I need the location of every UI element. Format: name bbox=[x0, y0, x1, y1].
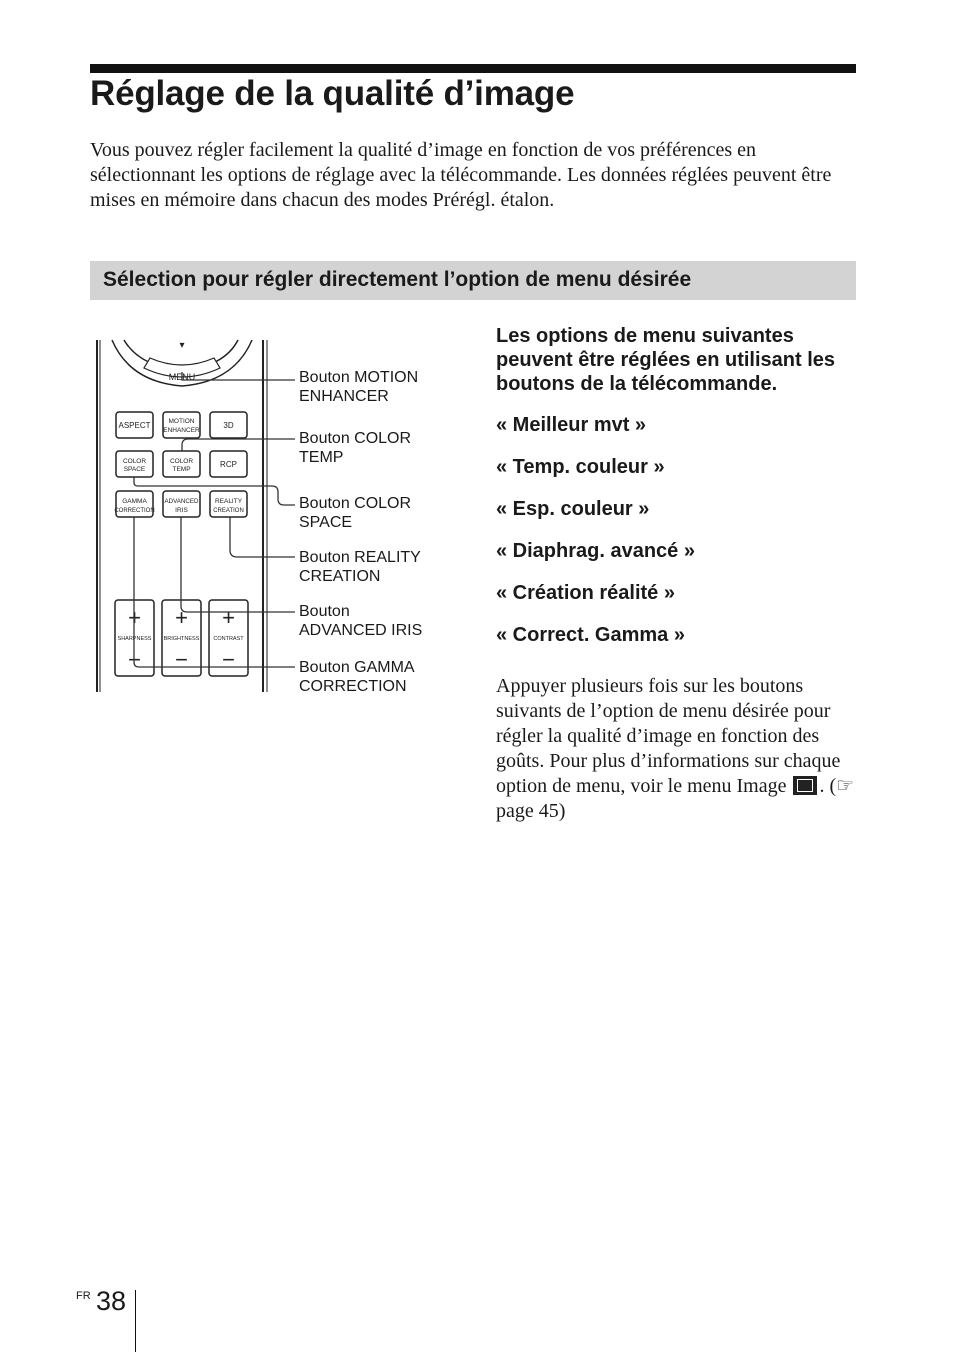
svg-text:CORRECTION: CORRECTION bbox=[114, 508, 155, 514]
svg-text:SHARPNESS: SHARPNESS bbox=[117, 636, 152, 642]
title-rule bbox=[90, 64, 856, 73]
contrast-plus-icon: + bbox=[222, 605, 235, 630]
svg-text:CREATION: CREATION bbox=[213, 508, 244, 514]
svg-text:RCP: RCP bbox=[220, 460, 237, 469]
motion-enhancer-button[interactable] bbox=[163, 412, 200, 438]
option-diaphrag-avance: « Diaphrag. avancé » bbox=[496, 540, 695, 562]
menu-button-label: MENU bbox=[168, 372, 196, 382]
callout-advanced-iris: Bouton ADVANCED IRIS bbox=[299, 603, 423, 639]
page-reference-link[interactable]: page 45) bbox=[496, 800, 566, 822]
sharpness-plus-icon: + bbox=[128, 605, 141, 630]
svg-text:REALITY: REALITY bbox=[214, 498, 243, 505]
svg-text:GAMMA: GAMMA bbox=[122, 498, 147, 505]
callout-color-space: Bouton COLOR SPACE bbox=[299, 495, 412, 531]
down-arrow-icon: ▾ bbox=[179, 340, 185, 351]
options-heading: Les options de menu suivantes peuvent être réglées en utilisant les boutons de la télécommande. bbox=[496, 325, 836, 395]
section-title: Sélection pour régler directement l’option de menu désirée bbox=[103, 268, 692, 291]
svg-text:COLOR: COLOR bbox=[122, 458, 147, 465]
svg-text:ENHANCER: ENHANCER bbox=[163, 427, 200, 434]
rcp-button[interactable] bbox=[210, 451, 247, 477]
page-number: 38 bbox=[96, 1286, 127, 1316]
instructions-paragraph: Appuyer plusieurs fois sur les boutons suivants de l’option de menu désirée pour régler la qualité d’image en fonction des goûts. Pour plus d’informations sur chaque option de menu, voir le menu Image . (☞ page 45) bbox=[496, 675, 855, 822]
reality-creation-button[interactable] bbox=[210, 491, 247, 517]
sharpness-minus-icon: − bbox=[128, 647, 141, 672]
color-space-button[interactable] bbox=[116, 451, 153, 477]
svg-text:BRIGHTNESS: BRIGHTNESS bbox=[163, 636, 200, 642]
brightness-minus-icon: − bbox=[175, 647, 188, 672]
option-esp-couleur: « Esp. couleur » bbox=[496, 498, 650, 520]
svg-text:ASPECT: ASPECT bbox=[118, 421, 151, 430]
svg-text:CONTRAST: CONTRAST bbox=[213, 636, 244, 642]
brightness-plus-icon: + bbox=[175, 605, 188, 630]
callout-color-temp: Bouton COLOR TEMP bbox=[299, 430, 412, 466]
picture-menu-icon bbox=[793, 776, 817, 795]
svg-text:IRIS: IRIS bbox=[175, 507, 188, 514]
gamma-correction-button[interactable] bbox=[114, 491, 154, 517]
option-creation-realite: « Création réalité » bbox=[496, 582, 675, 604]
footer-rule bbox=[135, 1290, 136, 1352]
option-temp-couleur: « Temp. couleur » bbox=[496, 456, 665, 478]
3d-button[interactable] bbox=[210, 412, 247, 438]
intro-paragraph: Vous pouvez régler facilement la qualité d’image en fonction de vos préférences en sélectionnant les options de réglage avec la télécommande. Les données réglées peuvent être mises en mémoire dans chacun des modes Prérégl. étalon. bbox=[90, 139, 832, 211]
svg-text:TEMP: TEMP bbox=[172, 466, 191, 473]
color-temp-button[interactable] bbox=[163, 451, 200, 477]
callout-gamma-correction: Bouton GAMMA CORRECTION bbox=[299, 659, 415, 695]
reference-hand-icon: ☞ bbox=[836, 775, 855, 797]
advanced-iris-button[interactable] bbox=[163, 491, 200, 517]
page-title: Réglage de la qualité d’image bbox=[90, 74, 575, 113]
svg-text:SPACE: SPACE bbox=[123, 466, 146, 473]
svg-text:3D: 3D bbox=[223, 421, 234, 430]
contrast-minus-icon: − bbox=[222, 647, 235, 672]
aspect-button[interactable] bbox=[116, 412, 153, 438]
option-meilleur-mvt: « Meilleur mvt » bbox=[496, 414, 647, 436]
option-correct-gamma: « Correct. Gamma » bbox=[496, 624, 685, 646]
svg-text:ADVANCED: ADVANCED bbox=[164, 498, 199, 505]
svg-text:MOTION: MOTION bbox=[168, 418, 195, 425]
language-code: FR bbox=[76, 1290, 91, 1302]
svg-text:COLOR: COLOR bbox=[169, 458, 194, 465]
callout-motion-enhancer: Bouton MOTION ENHANCER bbox=[299, 369, 419, 405]
callout-reality-creation: Bouton REALITY CREATION bbox=[299, 549, 421, 585]
